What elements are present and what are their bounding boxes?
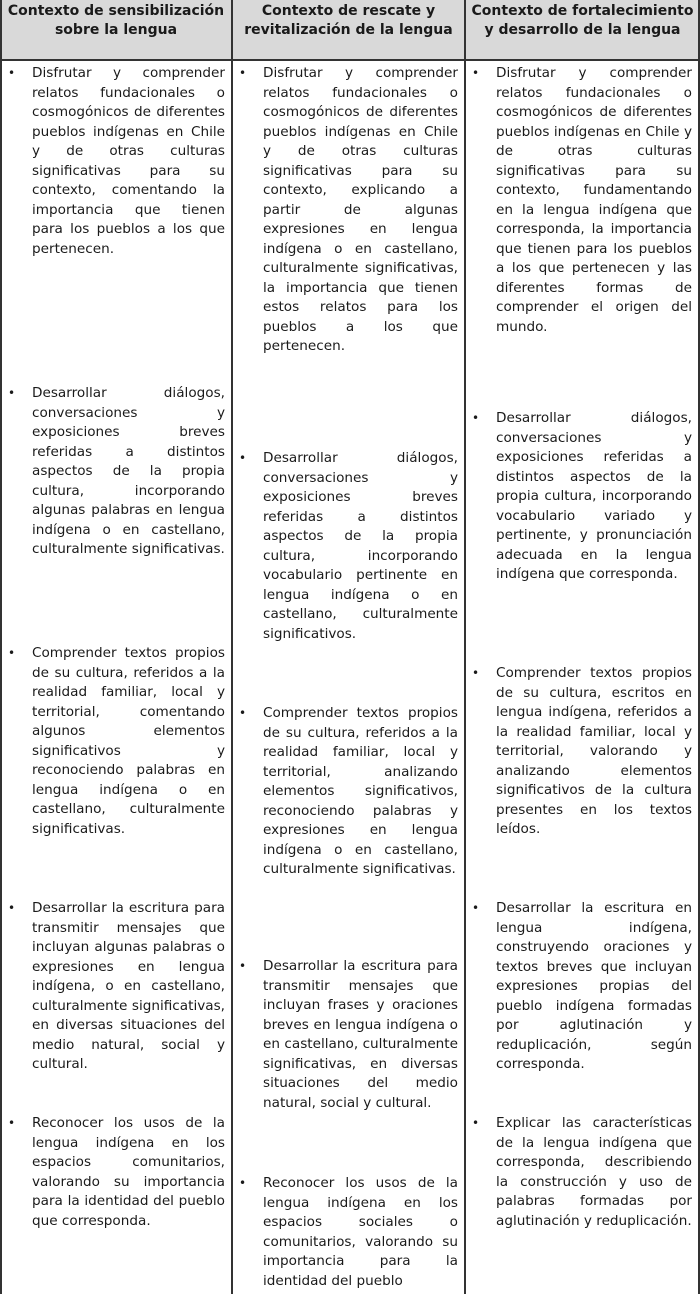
list-item: • Desarrollar la escritura para transmitir mensajes que incluyan algunas palabras o expresiones en lengua indígena, o en castellano, culturalmente significativas, en diversas situaciones del medio natural, social y cultural. [2, 899, 231, 1075]
column-rescate [233, 61, 464, 1294]
column-fortalecimiento [466, 61, 698, 1294]
list-item: • Reconocer los usos de la lengua indígena en los espacios comunitarios, valorando su importancia para la identidad del pueblo que corresponda. [2, 1114, 231, 1231]
list-item: • Desarrollar diálogos, conversaciones y exposiciones breves referidas a distintos aspectos de la propia cultura, incorporando vocabulario pertinente en lengua indígena o en castellano, culturalmente significativos. [233, 449, 464, 644]
list-item: • Explicar las características de la lengua indígena que corresponda, describiendo la construcción y uso de palabras formadas por aglutinación y reduplicación. [466, 1114, 698, 1231]
bullet-icon: • [472, 411, 480, 425]
bullet-icon: • [8, 646, 16, 660]
bullet-icon: • [472, 901, 480, 915]
bullet-icon: • [239, 66, 247, 80]
header-rescate: Contexto de rescate y revitalización de la lengua [232, 0, 465, 61]
bullet-icon: • [8, 66, 16, 80]
list-item: • Disfrutar y comprender relatos fundacionales o cosmogónicos de diferentes pueblos indígenas en Chile y de otras culturas significativas para su contexto, explicando a partir de algunas expresiones en lengua indígena o en castellano, culturalmente significativas, la importancia que tienen estos relatos para los pueblos a los que pertenecen. [233, 64, 464, 357]
list-item: • Comprender textos propios de su cultura, escritos en lengua indígena, referidos a la realidad familiar, local y territorial, valorando y analizando elementos significativos de la cultura presentes en los textos leídos. [466, 664, 698, 840]
list-item: • Disfrutar y comprender relatos fundacionales o cosmogónicos de diferentes pueblos indígenas en Chile y de otras culturas significativas para su contexto, fundamentando en la lengua indígena que corresponda, la importancia que tienen para los pueblos a los que pertenecen y las diferentes formas de comprender el origen del mundo. [466, 64, 698, 337]
list-item: • Desarrollar la escritura en lengua indígena, construyendo oraciones y textos breves que incluyan expresiones propias del pueblo indígena formadas por aglutinación y reduplicación, según corresponda. [466, 899, 698, 1075]
list-item: • Reconocer los usos de la lengua indígena en los espacios sociales o comunitarios, valorando su importancia para la identidad del pueblo [233, 1174, 464, 1291]
bullet-icon: • [472, 1116, 480, 1130]
list-item: • Disfrutar y comprender relatos fundacionales o cosmogónicos de diferentes pueblos indígenas en Chile y de otras culturas significativas para su contexto, comentando la importancia que tienen para los pueblos a los que pertenecen. [2, 64, 231, 259]
bullet-icon: • [239, 451, 247, 465]
bullet-icon: • [8, 901, 16, 915]
list-item: • Desarrollar la escritura para transmitir mensajes que incluyan frases y oraciones breves en lengua indígena o en castellano, culturalmente significativas, en diversas situaciones del medio natural, social y cultural. [233, 957, 464, 1113]
column-sensibilizacion [2, 61, 231, 1294]
bullet-icon: • [239, 1176, 247, 1190]
list-item: • Comprender textos propios de su cultura, referidos a la realidad familiar, local y territorial, analizando elementos significativos, reconociendo palabras y expresiones en lengua indígena o en castellano, culturalmente significativas. [233, 704, 464, 880]
bullet-icon: • [8, 1116, 16, 1130]
bullet-icon: • [472, 66, 480, 80]
bullet-icon: • [8, 386, 16, 400]
list-item: • Desarrollar diálogos, conversaciones y exposiciones breves referidas a distintos aspectos de la propia cultura, incorporando algunas palabras en lengua indígena o en castellano, culturalmente significativas. [2, 384, 231, 560]
list-item: • Desarrollar diálogos, conversaciones y exposiciones referidas a distintos aspectos de la propia cultura, incorporando vocabulario variado y pertinente, y pronunciación adecuada en la lengua indígena que corresponda. [466, 409, 698, 585]
header-fortalecimiento: Contexto de fortalecimiento y desarrollo de la lengua [465, 0, 700, 61]
list-item: • Comprender textos propios de su cultura, referidos a la realidad familiar, local y territorial, comentando algunos elementos significativos y reconociendo palabras en lengua indígena o en castellano, culturalmente significativas. [2, 644, 231, 839]
bullet-icon: • [239, 706, 247, 720]
bullet-icon: • [239, 959, 247, 973]
bullet-icon: • [472, 666, 480, 680]
header-sensibilizacion: Contexto de sensibilización sobre la lengua [0, 0, 232, 61]
